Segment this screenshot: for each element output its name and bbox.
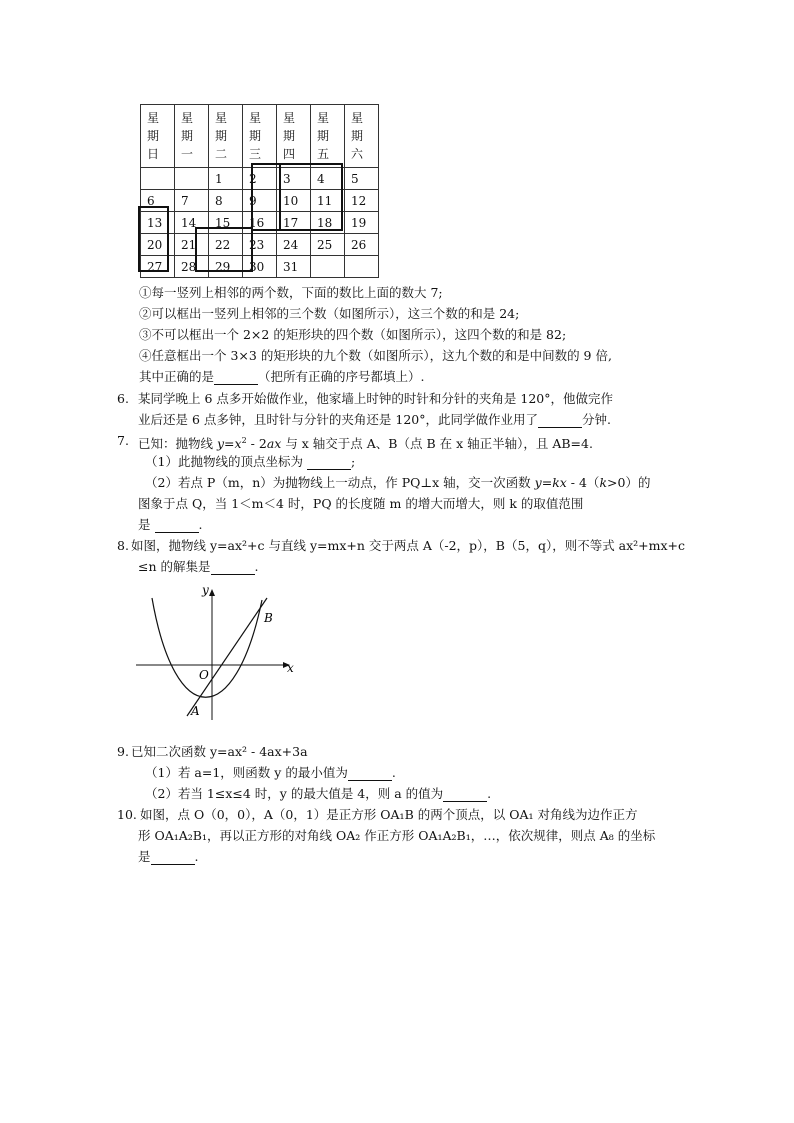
q8-number: 8. [117, 538, 129, 553]
q7-number: 7. [117, 433, 129, 448]
q5-statement-2: ②可以框出一竖列上相邻的三个数（如图所示），这三个数的和是 24; [139, 306, 520, 321]
calendar-header-cell [175, 105, 209, 168]
q7-blank-1[interactable] [307, 457, 351, 470]
calendar-header-char: 期 [249, 129, 262, 143]
calendar-cell: 19 [345, 212, 379, 234]
q7-line-1-suffix: 与 x 轴交于点 A、B（点 B 在 x 轴正半轴），且 AB=4. [285, 436, 593, 452]
q7-line-5-end: . [198, 517, 203, 532]
calendar-cell: 22 [209, 234, 243, 256]
calendar-body [141, 168, 379, 278]
calendar-cell: 15 [209, 212, 243, 234]
calendar-cell: 28 [175, 256, 209, 278]
q8-blank[interactable] [211, 562, 255, 575]
q6-line-2-prefix: 业后还是 6 点多钟，且时针与分针的夹角还是 120°，此同学做作业用了 [138, 412, 538, 427]
q5-answer-blank[interactable] [214, 372, 258, 385]
q7-line-3-suffix: 的 [637, 475, 651, 490]
calendar-header-char: 星 [317, 111, 330, 125]
point-a-label: A [191, 704, 200, 718]
calendar-header-cell [277, 105, 311, 168]
q9-line-3 [145, 786, 491, 802]
q7-line-2 [145, 454, 355, 470]
q7-line-5-prefix: 是 [138, 517, 151, 532]
q9-blank-2[interactable] [443, 789, 487, 802]
calendar-header-char: 五 [317, 147, 330, 161]
calendar-header-char: 期 [317, 129, 330, 143]
q5-statement-4: ④任意框出一个 3×3 的矩形块的九个数（如图所示），这九个数的和是中间数的 9 倍, [139, 348, 612, 363]
calendar-header-char: 六 [351, 147, 364, 161]
q10-line-3 [138, 849, 199, 865]
q7-vertex-prompt: （1）此抛物线的顶点坐标为 [145, 454, 303, 469]
calendar-cell: 26 [345, 234, 379, 256]
line-graph [187, 598, 267, 716]
calendar-header-cell [311, 105, 345, 168]
calendar-header-char: 二 [215, 147, 228, 161]
calendar-cell: 24 [277, 234, 311, 256]
q7-line-1-prefix: 已知：抛物线 [138, 436, 217, 452]
parabola-curve [152, 598, 262, 697]
q8-graph [130, 580, 300, 730]
calendar-cell: 16 [243, 212, 277, 234]
q8-line-2-prefix: ≤n 的解集是 [138, 559, 211, 574]
q9-line-1: 已知二次函数 y=ax² - 4ax+3a [131, 744, 308, 759]
q10-line-2: 形 OA₁A₂B₁，再以正方形的对角线 OA₂ 作正方形 OA₁A₂B₁，…，依次规律，则点 A₈ 的坐标 [138, 828, 656, 843]
calendar-header-char: 星 [181, 111, 194, 125]
q7-line-1 [138, 433, 593, 452]
calendar-header-cell [209, 105, 243, 168]
q9-line-2-prefix: （1）若 a=1，则函数 y 的最小值为 [145, 765, 348, 780]
calendar-cell: 4 [311, 168, 345, 190]
calendar-cell: 20 [141, 234, 175, 256]
calendar-row [141, 212, 379, 234]
calendar-cell: 11 [311, 190, 345, 212]
calendar-row [141, 234, 379, 256]
calendar-cell: 13 [141, 212, 175, 234]
q5-statement-3: ③不可以框出一个 2×2 的矩形块的四个数（如图所示），这四个数的和是 82; [139, 327, 567, 342]
q10-blank[interactable] [151, 852, 195, 865]
calendar-cell: 31 [277, 256, 311, 278]
q9-line-3-end: . [487, 786, 492, 801]
q8-line-1: 如图，抛物线 y=ax²+c 与直线 y=mx+n 交于两点 A（-2，p），B（5，q），则不等式 ax²+mx+c [131, 538, 686, 553]
point-b-label: B [264, 611, 273, 625]
q7-blank-2[interactable] [155, 520, 199, 533]
origin-label: O [199, 668, 209, 682]
calendar-cell: 29 [209, 256, 243, 278]
calendar-cell: 23 [243, 234, 277, 256]
calendar-cell: 30 [243, 256, 277, 278]
q6-blank[interactable] [538, 415, 582, 428]
calendar-cell [311, 256, 345, 278]
calendar-header-cell [345, 105, 379, 168]
calendar-cell: 10 [277, 190, 311, 212]
q5-answer-line [139, 369, 425, 385]
q9-line-3-prefix: （2）若当 1≤x≤4 时，y 的最大值是 4，则 a 的值为 [145, 786, 444, 801]
q5-answer-suffix: （把所有正确的序号都填上）. [258, 369, 425, 384]
q7-line-5 [138, 517, 202, 533]
q9-blank-1[interactable] [348, 768, 392, 781]
calendar-row [141, 168, 379, 190]
calendar-cell [345, 256, 379, 278]
calendar-row [141, 190, 379, 212]
calendar-header-row [141, 105, 379, 168]
q7-line-3-prefix: （2）若点 P（m，n）为抛物线上一动点，作 PQ⊥x 轴，交一次函数 [145, 475, 535, 490]
q10-number: 10. [117, 807, 137, 822]
q10-line-3-prefix: 是 [138, 849, 151, 864]
calendar-cell: 2 [243, 168, 277, 190]
q6-line-1: 某同学晚上 6 点多开始做作业，他家墙上时钟的时针和分针的夹角是 120°，他做完作 [138, 391, 613, 406]
calendar-cell: 12 [345, 190, 379, 212]
calendar-header-char: 三 [249, 147, 262, 161]
y-axis-arrow-icon [209, 589, 215, 596]
calendar-cell: 9 [243, 190, 277, 212]
q6-line-2 [138, 412, 611, 428]
calendar-header-char: 期 [351, 129, 364, 143]
y-axis-label: y [202, 583, 209, 597]
q7-parabola-formula: $y=x^2 - 2ax$ [216, 436, 282, 452]
calendar-header-char: 星 [147, 111, 160, 125]
q9-number: 9. [117, 744, 129, 759]
calendar-cell: 27 [141, 256, 175, 278]
q7-line-3 [145, 475, 650, 491]
calendar-cell: 8 [209, 190, 243, 212]
q8-line-2-suffix: . [254, 559, 259, 574]
calendar-header-char: 星 [249, 111, 262, 125]
calendar-header-cell [141, 105, 175, 168]
calendar-header-char: 期 [181, 129, 194, 143]
q8-line-2 [138, 559, 258, 575]
calendar-row [141, 256, 379, 278]
calendar-cell: 7 [175, 190, 209, 212]
calendar-header-char: 星 [215, 111, 228, 125]
x-axis-label: x [287, 661, 294, 675]
calendar-cell: 25 [311, 234, 345, 256]
q6-line-2-suffix: 分钟. [581, 412, 611, 427]
q5-statement-1: ①每一竖列上相邻的两个数，下面的数比上面的数大 7; [139, 285, 443, 300]
q10-line-3-end: . [194, 849, 199, 864]
calendar-header-char: 星 [351, 111, 364, 125]
calendar-header-char: 日 [147, 147, 160, 161]
calendar-header-char: 期 [147, 129, 160, 143]
calendar-cell: 14 [175, 212, 209, 234]
calendar-header-char: 一 [181, 147, 194, 161]
calendar-cell: 5 [345, 168, 379, 190]
q9-line-2-end: . [391, 765, 396, 780]
calendar-header-char: 期 [215, 129, 228, 143]
q5-answer-prefix: 其中正确的是 [139, 369, 215, 384]
calendar-cell: 6 [141, 190, 175, 212]
calendar-header-char: 期 [283, 129, 296, 143]
calendar-header-cell [243, 105, 277, 168]
calendar-cell: 3 [277, 168, 311, 190]
calendar-header-char: 四 [283, 147, 296, 161]
q10-line-1: 如图，点 O（0，0），A（0，1）是正方形 OA₁B 的两个顶点，以 OA₁ 对角线为边作正方 [140, 807, 638, 822]
calendar-cell [175, 168, 209, 190]
calendar-cell: 1 [209, 168, 243, 190]
q7-line-4: 图象于点 Q，当 1＜m＜4 时，PQ 的长度随 m 的增大而增大，则 k 的取值范围 [138, 496, 584, 511]
q7-line-2-end: ; [350, 454, 356, 469]
calendar-cell: 17 [277, 212, 311, 234]
q6-number: 6. [117, 391, 129, 406]
calendar-cell [141, 168, 175, 190]
q7-linear-formula: y=kx - 4（k>0） [534, 475, 638, 490]
q9-line-2 [145, 765, 396, 781]
calendar-cell: 18 [311, 212, 345, 234]
calendar-header-char: 星 [283, 111, 296, 125]
calendar-table [140, 104, 379, 278]
calendar-cell: 21 [175, 234, 209, 256]
